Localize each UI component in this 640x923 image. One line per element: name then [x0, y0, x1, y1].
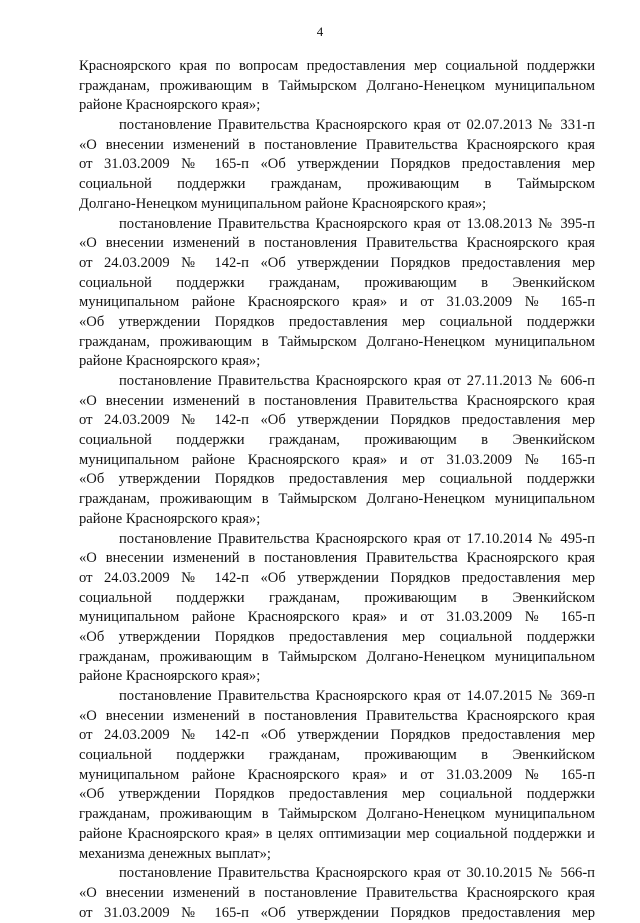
text-line: Красноярского края по вопросам предоставления мер социальной поддержки [79, 58, 595, 74]
text-line: социальной поддержки гражданам, проживающим в Эвенкийском [79, 589, 595, 606]
text-line: механизма денежных выплат»; [79, 845, 271, 862]
text-line: «О внесении изменений в постановления Правительства Красноярского края [79, 235, 595, 252]
text-line: районе Красноярского края»; [79, 97, 261, 114]
text-line: постановление Правительства Красноярского края от 13.08.2013 № 395-п [119, 215, 595, 232]
text-line: «Об утверждении Порядков предоставления мер социальной поддержки [79, 786, 595, 803]
page-number: 4 [316, 24, 324, 39]
text-line: постановление Правительства Красноярского края от 27.11.2013 № 606-п [119, 373, 595, 389]
text-line: гражданам, проживающим в Таймырском Долгано-Ненецком муниципальном [79, 806, 595, 823]
text-line: социальной поддержки гражданам, проживающим в Эвенкийском [79, 432, 595, 449]
text-line: «О внесении изменений в постановление Правительства Красноярского края [79, 884, 595, 901]
text-line: гражданам, проживающим в Таймырском Долгано-Ненецком муниципальном [79, 333, 595, 350]
text-line: муниципальном районе Красноярского края» и от 31.03.2009 № 165-п [79, 609, 595, 626]
text-line: «О внесении изменений в постановление Правительства Красноярского края [79, 136, 595, 153]
text-line: от 24.03.2009 № 142-п «Об утверждении Порядков предоставления мер [79, 727, 595, 744]
text-line: районе Красноярского края»; [79, 510, 261, 527]
text-line: муниципальном районе Красноярского края» и от 31.03.2009 № 165-п [79, 294, 595, 311]
text-line: социальной поддержки гражданам, проживающим в Эвенкийском [79, 274, 595, 291]
text-line: от 31.03.2009 № 165-п «Об утверждении Порядков предоставления мер [79, 156, 595, 173]
document-body [79, 57, 595, 923]
text-line: социальной поддержки гражданам, проживающим в Эвенкийском [79, 747, 595, 764]
text-line: постановление Правительства Красноярского края от 30.10.2015 № 566-п [119, 865, 595, 882]
text-line: «О внесении изменений в постановления Правительства Красноярского края [79, 550, 595, 567]
text-line: постановление Правительства Красноярского края от 14.07.2015 № 369-п [119, 688, 595, 704]
text-line: Долгано-Ненецком муниципальном районе Красноярского края»; [79, 195, 487, 212]
text-line: постановление Правительства Красноярского края от 02.07.2013 № 331-п [119, 117, 595, 134]
text-line: социальной поддержки гражданам, проживающим в Таймырском [79, 176, 595, 193]
text-line: от 24.03.2009 № 142-п «Об утверждении Порядков предоставления мер [79, 254, 595, 271]
text-line: гражданам, проживающим в Таймырском Долгано-Ненецком муниципальном [79, 648, 595, 665]
text-line: муниципальном районе Красноярского края» и от 31.03.2009 № 165-п [79, 451, 595, 468]
text-line: «Об утверждении Порядков предоставления мер социальной поддержки [79, 471, 595, 488]
text-line: от 24.03.2009 № 142-п «Об утверждении Порядков предоставления мер [79, 569, 595, 586]
text-line: районе Красноярского края»; [79, 668, 261, 685]
text-line: гражданам, проживающим в Таймырском Долгано-Ненецком муниципальном [79, 491, 595, 508]
text-line: «О внесении изменений в постановления Правительства Красноярского края [79, 707, 595, 724]
text-line: «Об утверждении Порядков предоставления мер социальной поддержки [79, 628, 595, 645]
text-line: от 31.03.2009 № 165-п «Об утверждении Порядков предоставления мер [79, 904, 595, 921]
text-line: районе Красноярского края»; [79, 353, 261, 370]
text-line: «Об утверждении Порядков предоставления мер социальной поддержки [79, 313, 595, 330]
text-line: «О внесении изменений в постановления Правительства Красноярского края [79, 392, 595, 409]
text-line: от 24.03.2009 № 142-п «Об утверждении Порядков предоставления мер [79, 412, 595, 429]
text-line: гражданам, проживающим в Таймырском Долгано-Ненецком муниципальном [79, 77, 595, 94]
text-line: постановление Правительства Красноярского края от 17.10.2014 № 495-п [119, 530, 595, 547]
text-line: муниципальном районе Красноярского края» и от 31.03.2009 № 165-п [79, 766, 595, 783]
text-line: районе Красноярского края» в целях оптимизации мер социальной поддержки и [79, 825, 595, 842]
